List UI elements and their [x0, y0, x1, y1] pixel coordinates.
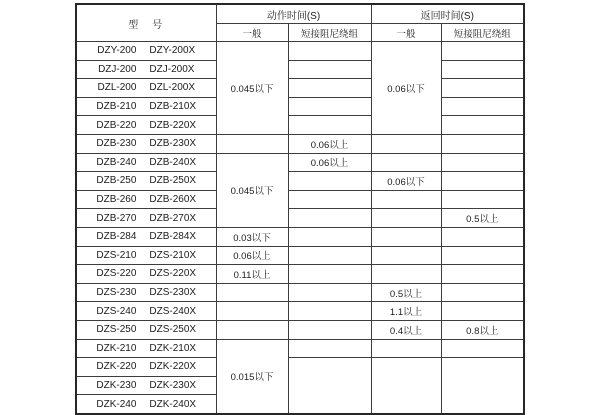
value-cell [288, 190, 371, 209]
model-name-variant: DZS-220X [149, 268, 197, 280]
model-cell [76, 60, 216, 79]
value-cell: 0.8以上 [441, 320, 524, 339]
value-cell [288, 60, 371, 79]
table-row [76, 246, 524, 265]
value-cell [441, 153, 524, 172]
model-name-variant: DZK-230X [149, 379, 197, 391]
table-row [76, 358, 524, 377]
model-name-base: DZY-200 [97, 45, 137, 57]
value-cell [441, 358, 524, 414]
header-return-time: 返回时间(S) [371, 4, 524, 24]
header-action-time: 动作时间(S) [216, 4, 371, 24]
value-cell [288, 358, 371, 414]
table-row [76, 265, 524, 284]
value-cell [441, 97, 524, 116]
value-cell: 0.06以下 [371, 172, 441, 191]
model-name-variant: DZS-210X [149, 249, 197, 261]
model-name-base: DZK-210 [96, 342, 137, 354]
table-row [76, 227, 524, 246]
header-action-general: 一般 [216, 24, 288, 42]
model-cell [76, 134, 216, 153]
value-cell [441, 134, 524, 153]
model-cell [76, 376, 216, 395]
value-cell [371, 246, 441, 265]
model-name-variant: DZJ-200X [149, 63, 195, 75]
value-cell: 0.11以上 [216, 265, 288, 284]
value-cell [371, 134, 441, 153]
spec-table-header [76, 4, 524, 42]
model-name-variant: DZB-230X [149, 138, 197, 150]
value-cell: 0.015以下 [216, 339, 288, 414]
value-cell [288, 172, 371, 191]
model-name-variant: DZB-240X [149, 156, 197, 168]
model-name-base: DZB-230 [96, 138, 137, 150]
value-cell: 0.06以上 [288, 153, 371, 172]
value-cell [441, 116, 524, 135]
value-cell [288, 79, 371, 98]
value-cell [216, 134, 288, 153]
table-row [76, 209, 524, 228]
value-cell [441, 265, 524, 284]
model-cell [76, 79, 216, 98]
value-cell [371, 227, 441, 246]
table-row [76, 339, 524, 358]
table-row [76, 42, 524, 61]
value-cell [288, 209, 371, 228]
value-cell: 0.06以上 [216, 246, 288, 265]
header-model: 型 号 [76, 4, 216, 42]
model-name-base: DZK-220 [96, 361, 137, 373]
value-cell [216, 302, 288, 321]
value-cell [216, 320, 288, 339]
model-name-base: DZL-200 [97, 82, 137, 94]
model-cell [76, 116, 216, 135]
value-cell [371, 153, 441, 172]
model-name-variant: DZK-210X [149, 342, 197, 354]
model-name-variant: DZB-270X [149, 212, 197, 224]
value-cell [288, 116, 371, 135]
model-name-base: DZK-240 [96, 398, 137, 410]
value-cell [288, 265, 371, 284]
header-row-groups [76, 4, 524, 24]
model-name-base: DZB-220 [96, 119, 137, 131]
value-cell: 0.5以上 [441, 209, 524, 228]
table-row [76, 116, 524, 135]
value-cell [371, 209, 441, 228]
model-name-base: DZK-230 [96, 379, 137, 391]
value-cell [288, 42, 371, 61]
model-cell [76, 283, 216, 302]
model-name-variant: DZB-250X [149, 175, 197, 187]
model-cell [76, 97, 216, 116]
value-cell [441, 302, 524, 321]
value-cell [441, 172, 524, 191]
value-cell [288, 246, 371, 265]
table-row [76, 302, 524, 321]
model-name-variant: DZK-220X [149, 361, 197, 373]
table-row [76, 283, 524, 302]
value-cell [288, 320, 371, 339]
table-row [76, 153, 524, 172]
value-cell [441, 283, 524, 302]
table-row [76, 60, 524, 79]
value-cell [288, 302, 371, 321]
model-name-base: DZS-230 [96, 287, 137, 299]
value-cell [441, 79, 524, 98]
model-name-base: DZJ-200 [98, 63, 137, 75]
value-cell: 0.03以下 [216, 227, 288, 246]
model-name-base: DZB-210 [96, 101, 137, 113]
value-cell [441, 60, 524, 79]
model-name-base: DZB-260 [96, 194, 137, 206]
model-cell [76, 153, 216, 172]
model-name-variant: DZK-240X [149, 398, 197, 410]
model-cell [76, 320, 216, 339]
header-return-general: 一般 [371, 24, 441, 42]
model-name-base: DZB-270 [96, 212, 137, 224]
model-name-variant: DZL-200X [149, 82, 195, 94]
model-name-variant: DZB-260X [149, 194, 197, 206]
value-cell: 1.1以上 [371, 302, 441, 321]
model-cell [76, 227, 216, 246]
value-cell [288, 97, 371, 116]
model-name-base: DZB-284 [96, 231, 137, 243]
value-cell [371, 265, 441, 284]
model-name-base: DZS-220 [96, 268, 137, 280]
table-row [76, 172, 524, 191]
spec-table-body [76, 42, 524, 414]
value-cell: 0.045以下 [216, 153, 288, 227]
value-cell [216, 283, 288, 302]
value-cell [371, 190, 441, 209]
model-cell [76, 209, 216, 228]
value-cell [441, 246, 524, 265]
value-cell: 0.5以上 [371, 283, 441, 302]
model-name-variant: DZS-240X [149, 305, 197, 317]
model-cell [76, 339, 216, 358]
model-name-base: DZS-210 [96, 249, 137, 261]
value-cell [441, 190, 524, 209]
table-row [76, 79, 524, 98]
model-name-variant: DZY-200X [149, 45, 196, 57]
model-name-variant: DZS-230X [149, 287, 197, 299]
value-cell: 0.06以上 [288, 134, 371, 153]
value-cell [288, 227, 371, 246]
model-cell [76, 172, 216, 191]
value-cell [441, 339, 524, 358]
model-cell [76, 358, 216, 377]
table-row [76, 320, 524, 339]
header-return-damping: 短接阻尼绕组 [441, 24, 524, 42]
model-name-base: DZS-240 [96, 305, 137, 317]
model-cell [76, 302, 216, 321]
table-row [76, 97, 524, 116]
model-name-variant: DZS-250X [149, 324, 197, 336]
model-name-variant: DZB-284X [149, 231, 197, 243]
value-cell [288, 339, 371, 358]
model-name-base: DZB-240 [96, 156, 137, 168]
value-cell [441, 227, 524, 246]
table-row [76, 134, 524, 153]
value-cell: 0.06以下 [371, 42, 441, 135]
value-cell: 0.045以下 [216, 42, 288, 135]
header-action-damping: 短接阻尼绕组 [288, 24, 371, 42]
model-name-base: DZS-250 [96, 324, 137, 336]
value-cell [371, 339, 441, 358]
spec-table [75, 3, 525, 415]
value-cell [288, 283, 371, 302]
model-name-variant: DZB-210X [149, 101, 197, 113]
model-name-variant: DZB-220X [149, 119, 197, 131]
model-cell [76, 42, 216, 61]
model-cell [76, 246, 216, 265]
model-cell [76, 265, 216, 284]
model-cell [76, 190, 216, 209]
value-cell: 0.4以上 [371, 320, 441, 339]
value-cell [371, 358, 441, 414]
value-cell [441, 42, 524, 61]
table-row [76, 190, 524, 209]
model-name-base: DZB-250 [96, 175, 137, 187]
model-cell [76, 395, 216, 414]
